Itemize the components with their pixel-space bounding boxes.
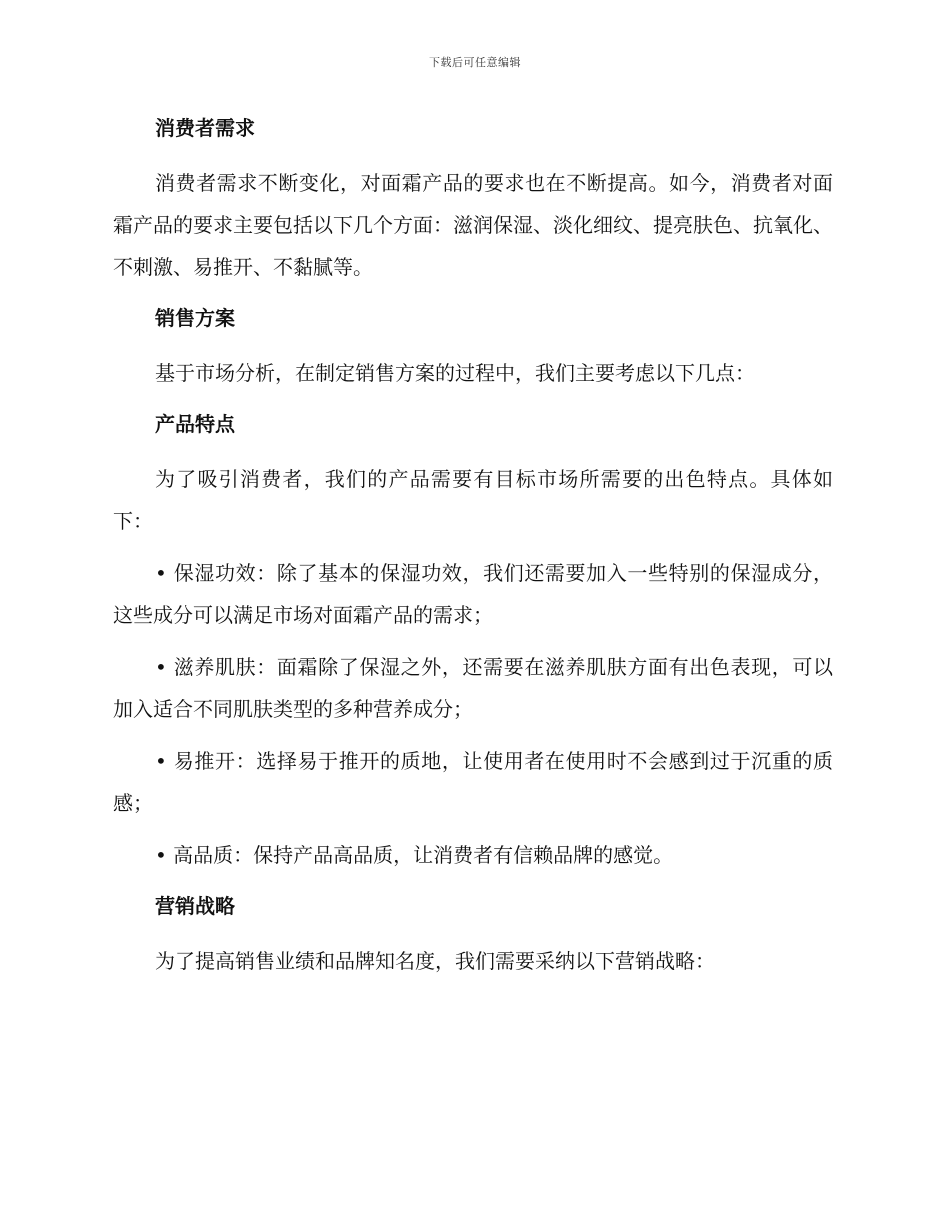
- bullet-nourishing: • 滋养肌肤：面霜除了保湿之外，还需要在滋养肌肤方面有出色表现，可以加入适合不同肌肤类型的多种营养成分；: [113, 655, 833, 721]
- section-heading-consumer-demand: 消费者需求: [155, 116, 255, 140]
- paragraph-consumer-demand: 消费者需求不断变化，对面霜产品的要求也在不断提高。如今，消费者对面霜产品的要求主要包括以下几个方面：滋润保湿、淡化细纹、提亮肤色、抗氧化、不刺激、易推开、不黏腻等。: [113, 171, 833, 279]
- paragraph-marketing-strategy: 为了提高销售业绩和品牌知名度，我们需要采纳以下营销战略：: [155, 949, 715, 973]
- bullet-easy-spread: • 易推开：选择易于推开的质地，让使用者在使用时不会感到过于沉重的质感；: [113, 749, 833, 815]
- document-body: [113, 108, 833, 992]
- paragraph-product-features: 为了吸引消费者，我们的产品需要有目标市场所需要的出色特点。具体如下：: [113, 467, 833, 533]
- bullet-moisturizing: • 保湿功效：除了基本的保湿功效，我们还需要加入一些特别的保湿成分，这些成分可以满足市场对面霜产品的需求；: [113, 561, 833, 627]
- section-heading-product-features: 产品特点: [155, 412, 235, 436]
- paragraph-sales-plan: 基于市场分析，在制定销售方案的过程中，我们主要考虑以下几点：: [155, 361, 755, 385]
- section-heading-sales-plan: 销售方案: [155, 306, 235, 330]
- bullet-high-quality: • 高品质：保持产品高品质，让消费者有信赖品牌的感觉。: [155, 843, 674, 867]
- section-heading-marketing-strategy: 营销战略: [155, 894, 235, 918]
- header-note: 下载后可任意编辑: [429, 56, 521, 69]
